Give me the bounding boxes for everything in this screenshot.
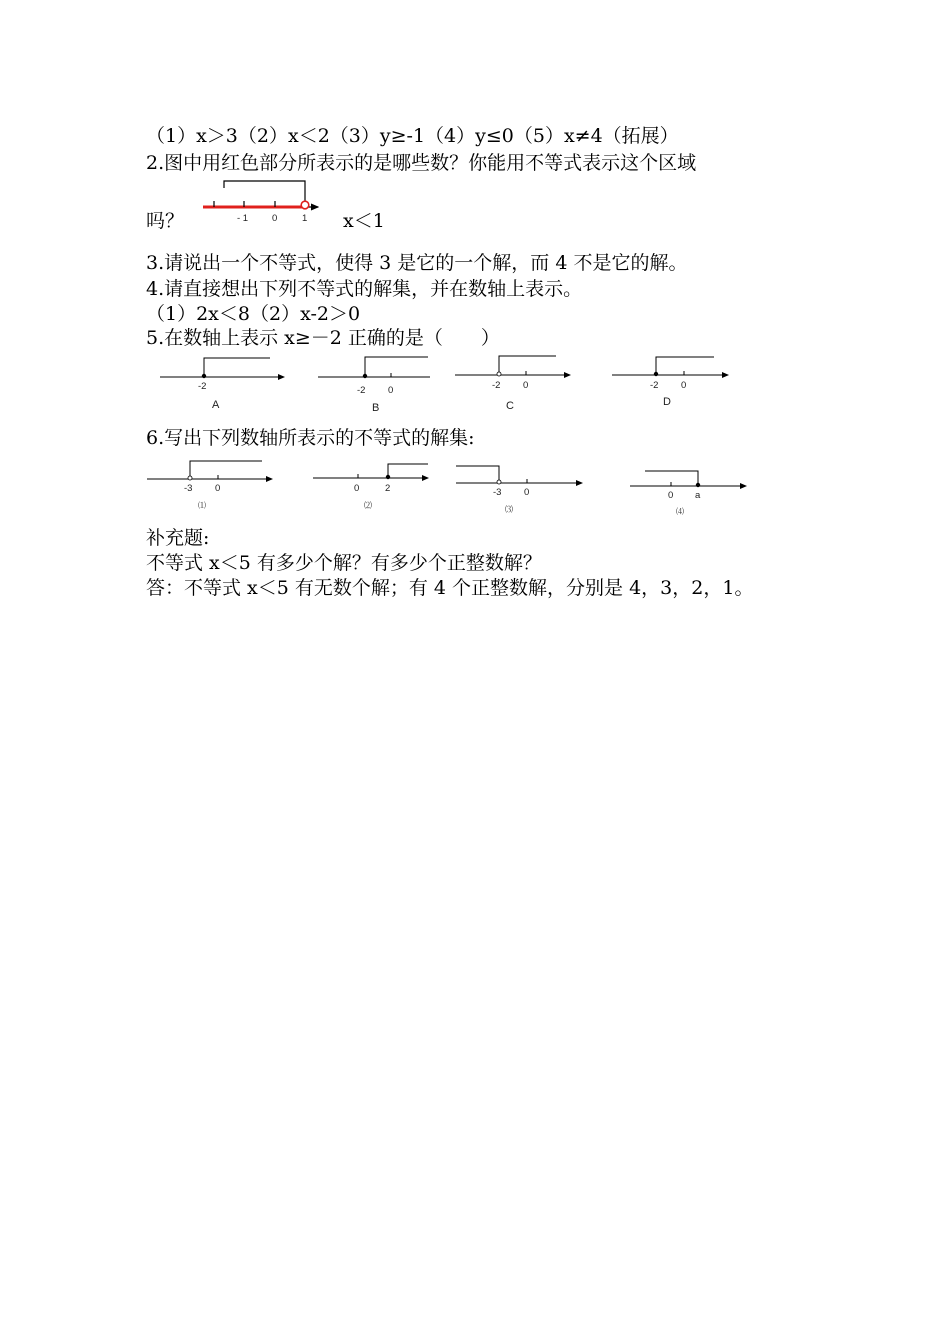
q5-d-tick: 0 — [681, 380, 687, 391]
question-2-answer: x＜1 — [343, 210, 385, 232]
q6-1-number: ⑴ — [198, 501, 206, 510]
supplement-question: 不等式 x＜5 有多少个解？有多少个正整数解？ — [146, 552, 542, 574]
q6-3-number: ⑶ — [505, 505, 513, 514]
q6-4-tick: a — [695, 490, 701, 501]
q6-3-tick: 0 — [524, 487, 530, 498]
q6-2-tick: 2 — [385, 483, 391, 494]
q2-number-line — [203, 181, 318, 224]
q5-b-tick: 0 — [388, 385, 394, 396]
supplement-answer: 答：不等式 x＜5 有无数个解；有 4 个正整数解，分别是 4，3，2，1。 — [146, 577, 754, 599]
q5-option-a — [160, 358, 284, 411]
exercise-list-line: （1）x＞3（2）x＜2（3）y≥-1（4）y≤0（5）x≠4（拓展） — [146, 125, 679, 147]
q5-d-letter: D — [663, 396, 671, 408]
question-4-items: （1）2x＜8（2）x-2＞0 — [146, 303, 361, 325]
question-4-text: 4.请直接想出下列不等式的解集，并在数轴上表示。 — [146, 278, 583, 300]
q6-axis-1 — [147, 461, 272, 510]
q6-4-number: ⑷ — [676, 507, 684, 516]
question-5-text: 5.在数轴上表示 x≥－2 正确的是（ ） — [146, 327, 500, 349]
q5-c-tick: 0 — [523, 380, 529, 391]
q6-2-number: ⑵ — [364, 501, 372, 510]
q5-a-tick: -2 — [198, 381, 207, 392]
q2-tick-label: - 1 — [237, 213, 249, 224]
q5-c-tick: -2 — [492, 380, 501, 391]
q2-open-circle — [301, 201, 309, 209]
q6-axis-2 — [313, 464, 428, 510]
q5-option-c — [455, 356, 570, 412]
q5-c-letter: C — [506, 400, 514, 412]
question-2-suffix: 吗？ — [146, 210, 185, 232]
q5-option-d — [612, 357, 728, 408]
question-6-text: 6.写出下列数轴所表示的不等式的解集: — [146, 427, 475, 449]
q2-tick-label: 1 — [302, 213, 308, 224]
q6-3-tick: -3 — [493, 487, 502, 498]
q6-4-tick: 0 — [668, 490, 674, 501]
question-2-text: 2.图中用红色部分所表示的是哪些数？你能用不等式表示这个区域 — [146, 152, 697, 174]
q6-2-tick: 0 — [354, 483, 360, 494]
question-3-text: 3.请说出一个不等式，使得 3 是它的一个解，而 4 不是它的解。 — [146, 252, 688, 274]
q6-1-tick: -3 — [184, 483, 193, 494]
q5-b-tick: -2 — [357, 385, 366, 396]
supplement-heading: 补充题: — [146, 527, 210, 549]
q2-tick-label: 0 — [272, 213, 278, 224]
q6-axis-4 — [630, 471, 746, 516]
q6-1-tick: 0 — [215, 483, 221, 494]
q5-d-tick: -2 — [650, 380, 659, 391]
q5-a-letter: A — [212, 399, 220, 411]
q6-axis-3 — [456, 466, 582, 514]
q5-option-b — [318, 357, 430, 414]
q5-b-letter: B — [372, 402, 380, 414]
